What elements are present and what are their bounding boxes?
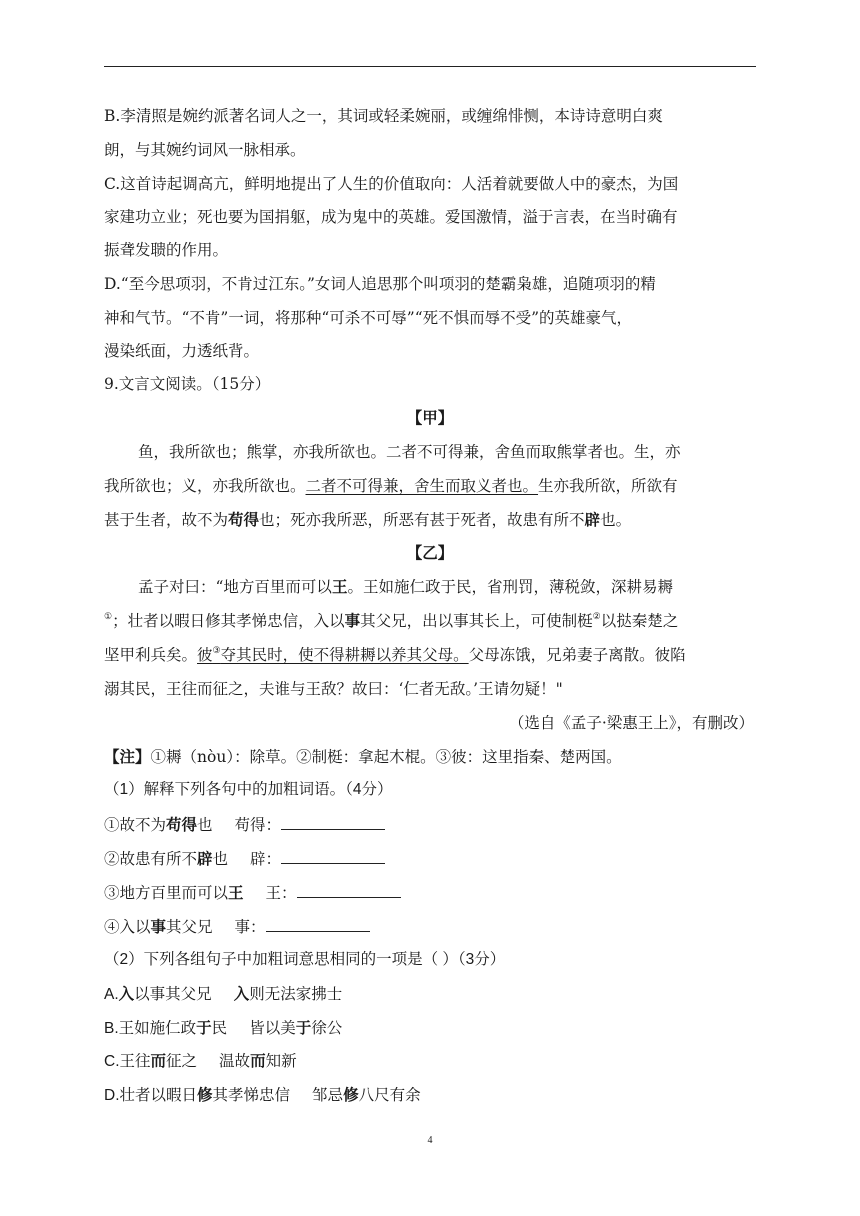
option-c-line-1: C.这首诗起调高亢，鲜明地提出了人生的价值取向：人活着就要做人中的豪杰，为国: [104, 175, 679, 193]
passage-jia-heading: 【甲】: [406, 408, 454, 427]
footnote-marker-3: ③: [212, 646, 221, 656]
bold-word-goude: 苟得: [228, 510, 260, 529]
option-d-line-2: 神和气节。“不肯”一词，将那种“可杀不可辱”“死不惧而辱不受”的英雄豪气，: [104, 309, 633, 327]
choice-a[interactable]: A.入以事其父兄 入则无法家拂士: [104, 986, 343, 1003]
answer-blank-4[interactable]: [266, 917, 370, 932]
question-9-title: 9.文言文阅读。（15分）: [104, 375, 271, 393]
sub-question-1-item-2: ②故患有所不辟也 辟：: [104, 849, 385, 870]
answer-blank-1[interactable]: [281, 815, 385, 830]
footnote-marker-1: ①: [104, 612, 113, 622]
passage-source: （选自《孟子·梁惠王上》，有删改）: [508, 714, 754, 732]
bold-word-wang: 王: [331, 577, 348, 596]
sub-question-1-item-1: ①故不为苟得也 苟得：: [104, 815, 385, 836]
option-b-line-2: 朗，与其婉约词风一脉相承。: [104, 141, 306, 159]
sub-question-2-title: （2）下列各组句子中加粗词意思相同的一项是（ ）（3分）: [104, 951, 506, 968]
underlined-sentence: 二者不可得兼，舍生而取义者也。: [305, 477, 539, 495]
page-number: 4: [427, 1135, 433, 1146]
bold-word-shi: 事: [344, 611, 361, 630]
header-rule: [104, 66, 756, 67]
note-label: 【注】: [104, 747, 151, 766]
passage-jia-line-1: 鱼，我所欲也；熊掌，亦我所欲也。二者不可得兼，舍鱼而取熊掌者也。生，亦: [138, 443, 681, 461]
sub-question-1-item-3: ③地方百里而可以王 王：: [104, 883, 401, 904]
option-b-line-1: B.李清照是婉约派著名词人之一，其词或轻柔婉丽，或缠绵悱恻，本诗诗意明白爽: [104, 107, 663, 125]
option-d-line-1: D.“至今思项羽，不肯过江东。”女词人追思那个叫项羽的楚霸枭雄，追随项羽的精: [104, 275, 656, 293]
option-c-line-2: 家建功立业；死也要为国捐躯，成为鬼中的英雄。爱国激情，溢于言表，在当时确有: [104, 208, 678, 226]
passage-yi-line-3: 坚甲利兵矣。彼③夺其民时，使不得耕耨以养其父母。父母冻饿，兄弟妻子离散。彼陷: [104, 646, 686, 664]
choice-d[interactable]: D.壮者以暇日修其孝悌忠信 邹忌修八尺有余: [104, 1087, 421, 1104]
option-d-line-3: 漫染纸面，力透纸背。: [104, 342, 260, 360]
option-c-line-3: 振聋发聩的作用。: [104, 241, 229, 259]
choice-b[interactable]: B.王如施仁政于民 皆以美于徐公: [104, 1020, 343, 1037]
passage-yi-heading: 【乙】: [406, 543, 454, 562]
choice-c[interactable]: C.王往而征之 温故而知新: [104, 1053, 297, 1070]
sub-question-1-item-4: ④入以事其父兄 事：: [104, 917, 370, 938]
passage-yi-line-1: 孟子对曰：“地方百里而可以王。王如施仁政于民，省刑罚，薄税敛，深耕易耨: [138, 577, 673, 596]
annotation-note: 【注】①耨（nòu）：除草。②制梃：拿起木棍。③彼：这里指秦、楚两国。: [104, 747, 622, 766]
bold-word-bi: 辟: [584, 510, 601, 529]
footnote-marker-2: ②: [592, 612, 601, 622]
sub-question-1-title: （1）解释下列各句中的加粗词语。（4分）: [104, 781, 393, 798]
passage-jia-line-3: 甚于生者，故不为苟得也；死亦我所恶，所恶有甚于死者，故患有所不辟也。: [104, 510, 632, 529]
underlined-sentence-yi: 彼③夺其民时，使不得耕耨以养其父母。: [197, 646, 469, 664]
passage-jia-line-2: 我所欲也；义，亦我所欲也。二者不可得兼，舍生而取义者也。生亦我所欲，所欲有: [104, 477, 678, 495]
passage-yi-line-2: ①；壮者以暇日修其孝悌忠信，入以事其父兄，出以事其长上，可使制梃②以挞秦楚之: [104, 611, 679, 630]
answer-blank-3[interactable]: [297, 883, 401, 898]
passage-yi-line-4: 溺其民，王往而征之，夫谁与王敌？故曰：‘仁者无敌。’王请勿疑！": [104, 680, 563, 698]
answer-blank-2[interactable]: [281, 849, 385, 864]
